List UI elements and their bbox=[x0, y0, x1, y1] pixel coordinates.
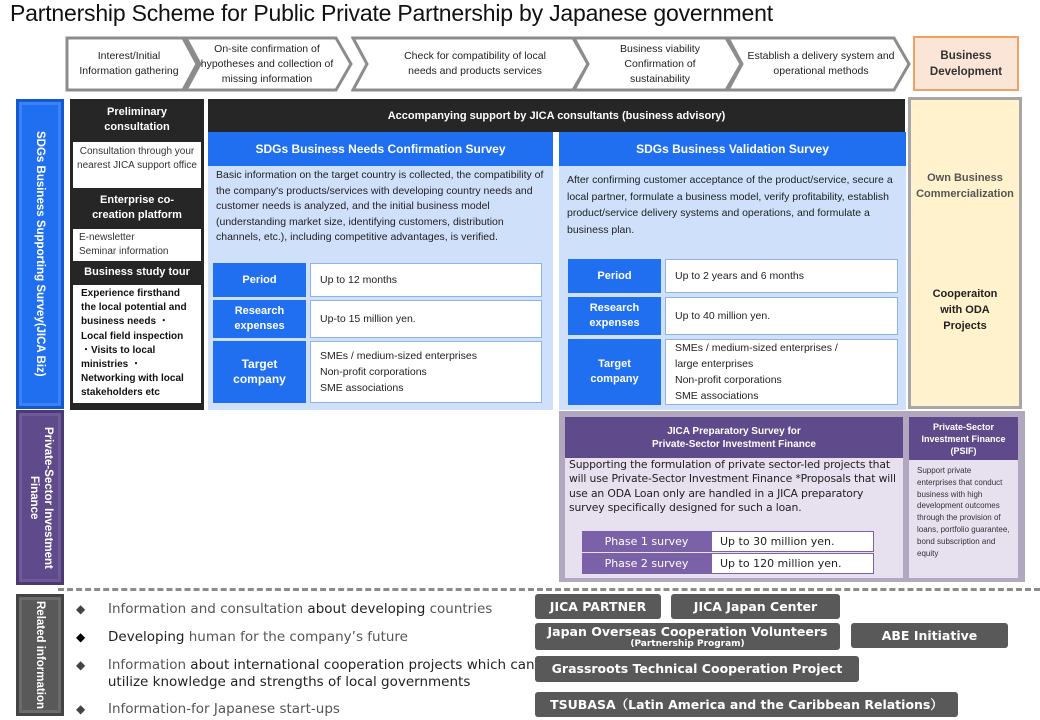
validation-expenses-row bbox=[568, 297, 898, 335]
support-menu-column bbox=[70, 99, 204, 410]
e-newsletter-item: E-newsletter bbox=[79, 232, 135, 243]
preliminary-consultation-heading: Preliminary consultation bbox=[104, 106, 170, 133]
psif-description: Support private enterprises that conduct business with high development outcomes through the provision of loans, portfolio guarantee, bond subscription and equity bbox=[917, 466, 1010, 558]
advisory-bar: Accompanying support by JICA consultants (business advisory) bbox=[208, 99, 905, 132]
preliminary-consultation-body: Consultation through your nearest JICA support office bbox=[73, 142, 201, 188]
period-text: Up to 2 years and 6 months bbox=[675, 270, 804, 282]
psif-title: Private-Sector Investment Finance (PSIF) bbox=[909, 417, 1018, 460]
own-business-commercialization: Own Business Commercialization bbox=[916, 172, 1014, 200]
expenses-label: Research expenses bbox=[213, 300, 306, 338]
target-item: SMEs / medium-sized enterprises / bbox=[675, 342, 838, 354]
related-info-item-1 bbox=[76, 601, 492, 618]
process-step-4 bbox=[572, 36, 744, 92]
needs-target-row bbox=[213, 341, 542, 403]
validation-target-row bbox=[568, 339, 898, 405]
related-section-text: Related information bbox=[34, 601, 46, 709]
needs-period-row bbox=[213, 263, 542, 297]
phase-1-label: Phase 1 survey bbox=[582, 531, 711, 552]
target-value bbox=[310, 341, 542, 403]
jica-japan-center-button[interactable]: JICA Japan Center bbox=[671, 594, 840, 619]
psif-title-line-2: Private-Sector Investment Finance bbox=[652, 438, 816, 450]
process-step-1 bbox=[65, 36, 200, 92]
target-item: SME associations bbox=[320, 382, 404, 394]
expenses-text: Up to 40 million yen. bbox=[675, 310, 771, 322]
process-step-label: Interest/Initial Information gathering bbox=[79, 50, 179, 77]
expenses-value bbox=[665, 297, 898, 335]
grassroots-project-button[interactable]: Grassroots Technical Cooperation Project bbox=[535, 656, 859, 682]
validation-survey-description: After confirming customer acceptance of the product/service, secure a local partner, formulate a business model, verify profitability, establish product/service delivery systems and operations, and formulate a business plan. bbox=[567, 174, 893, 236]
validation-survey-title: SDGs Business Validation Survey bbox=[559, 132, 906, 166]
process-step-label: On-site confirmation of hypotheses and collection of missing information bbox=[200, 42, 334, 85]
related-info-text: Information about international cooperation projects which can utilize knowledge and strengths of local governments bbox=[107, 657, 535, 690]
target-value bbox=[665, 339, 898, 405]
phase-1-row bbox=[582, 531, 874, 552]
abe-initiative-button[interactable]: ABE Initiative bbox=[851, 623, 1008, 648]
page-title: Partnership Scheme for Public Private Partnership by Japanese government bbox=[10, 0, 773, 26]
psif-section-text: Private-Sector Investment Finance bbox=[28, 426, 54, 569]
target-label: Target company bbox=[568, 339, 661, 405]
period-value bbox=[665, 259, 898, 293]
jica-partner-button[interactable]: JICA PARTNER bbox=[535, 594, 661, 619]
process-step-2 bbox=[184, 36, 354, 92]
phase-1-value: Up to 30 million yen. bbox=[711, 531, 874, 552]
tsubasa-button[interactable]: TSUBASA（Latin America and the Caribbean Relations） bbox=[535, 692, 958, 717]
diamond-bullet-icon: ◆ bbox=[76, 630, 86, 644]
phase-2-label: Phase 2 survey bbox=[582, 553, 711, 574]
target-label: Target company bbox=[213, 341, 306, 403]
psif-section-label bbox=[16, 410, 64, 585]
target-item: Non-profit corporations bbox=[675, 374, 782, 386]
phase-2-row bbox=[582, 553, 874, 574]
related-info-text: Developing human for the company’s future bbox=[108, 629, 408, 645]
study-tour-heading: Business study tour bbox=[84, 266, 190, 278]
target-item: SME associations bbox=[675, 390, 759, 402]
diamond-bullet-icon: ◆ bbox=[76, 702, 86, 716]
related-info-item-2 bbox=[76, 629, 408, 646]
expenses-value bbox=[310, 300, 542, 338]
needs-expenses-row bbox=[213, 300, 542, 338]
period-label: Period bbox=[213, 263, 306, 297]
jocv-label: Japan Overseas Cooperation Volunteers bbox=[547, 623, 828, 639]
co-creation-platform-heading: Enterprise co-creation platform bbox=[92, 194, 182, 221]
related-info-item-3 bbox=[76, 657, 546, 691]
psif-panel bbox=[909, 417, 1018, 578]
period-text: Up to 12 months bbox=[320, 274, 398, 286]
study-tour-body: Experience firsthand the local potential and business needs ・Local field inspection ・Visits to local ministries ・Networking with local stakeholders etc bbox=[73, 285, 201, 403]
expenses-label: Research expenses bbox=[568, 297, 661, 335]
target-item: large enterprises bbox=[675, 358, 754, 370]
diamond-bullet-icon: ◆ bbox=[76, 658, 86, 672]
related-info-text: Information and consultation about developing countries bbox=[108, 601, 493, 617]
co-creation-platform-body bbox=[73, 229, 201, 261]
sdgs-section-label bbox=[16, 99, 64, 409]
related-section-label bbox=[16, 594, 64, 716]
expenses-text: Up-to 15 million yen. bbox=[320, 313, 416, 325]
validation-survey-panel bbox=[559, 132, 906, 410]
psif-preparatory-survey-panel bbox=[565, 417, 903, 578]
needs-confirmation-panel bbox=[208, 132, 553, 410]
psif-preparatory-survey-title bbox=[565, 417, 903, 458]
jocv-sublabel: (Partnership Program) bbox=[630, 638, 745, 649]
cooperation-with-oda-projects: Cooperaiton with ODA Projects bbox=[932, 288, 998, 332]
process-step-label: Check for compatibility of local needs and products services bbox=[404, 50, 546, 77]
target-item: SMEs / medium-sized enterprises bbox=[320, 350, 477, 362]
phase-2-value: Up to 120 million yen. bbox=[711, 553, 874, 574]
related-info-text: Information-for Japanese start-ups bbox=[108, 701, 340, 717]
sdgs-section-text: SDGs Business Supporting Survey(JICA Biz) bbox=[34, 131, 46, 377]
process-step-label: Business viability Confirmation of sustainability bbox=[620, 42, 700, 85]
process-final-business-development: Business Development bbox=[913, 36, 1019, 91]
outcomes-column bbox=[908, 97, 1022, 409]
seminar-info-item: Seminar information bbox=[79, 246, 169, 257]
diamond-bullet-icon: ◆ bbox=[76, 602, 86, 616]
psif-preparatory-survey-description: Supporting the formulation of private sector-led projects that will use Private-Sector Investment Finance *Proposals that will use an ODA Loan only are handled in a JICA preparatory survey specifically designed for such a loan. bbox=[569, 458, 896, 514]
process-step-5 bbox=[726, 36, 912, 92]
psif-title-line-1: JICA Preparatory Survey for bbox=[667, 425, 801, 437]
period-value bbox=[310, 263, 542, 297]
period-label: Period bbox=[568, 259, 661, 293]
validation-period-row bbox=[568, 259, 898, 293]
process-step-label: Establish a delivery system and operational methods bbox=[747, 50, 895, 77]
target-item: Non-profit corporations bbox=[320, 366, 427, 378]
jocv-button[interactable] bbox=[535, 623, 840, 650]
section-divider bbox=[58, 588, 1040, 591]
process-step-3 bbox=[351, 36, 591, 92]
needs-confirmation-description: Basic information on the target country is collected, the compatibility of the company's products/services with developing country needs and customer needs is analyzed, and the initial business model (understanding market size, identifying customers, distribution channels, etc.), including competitive advantages, is verified. bbox=[216, 169, 544, 243]
related-info-item-4 bbox=[76, 701, 340, 718]
needs-confirmation-title: SDGs Business Needs Confirmation Survey bbox=[208, 132, 553, 166]
